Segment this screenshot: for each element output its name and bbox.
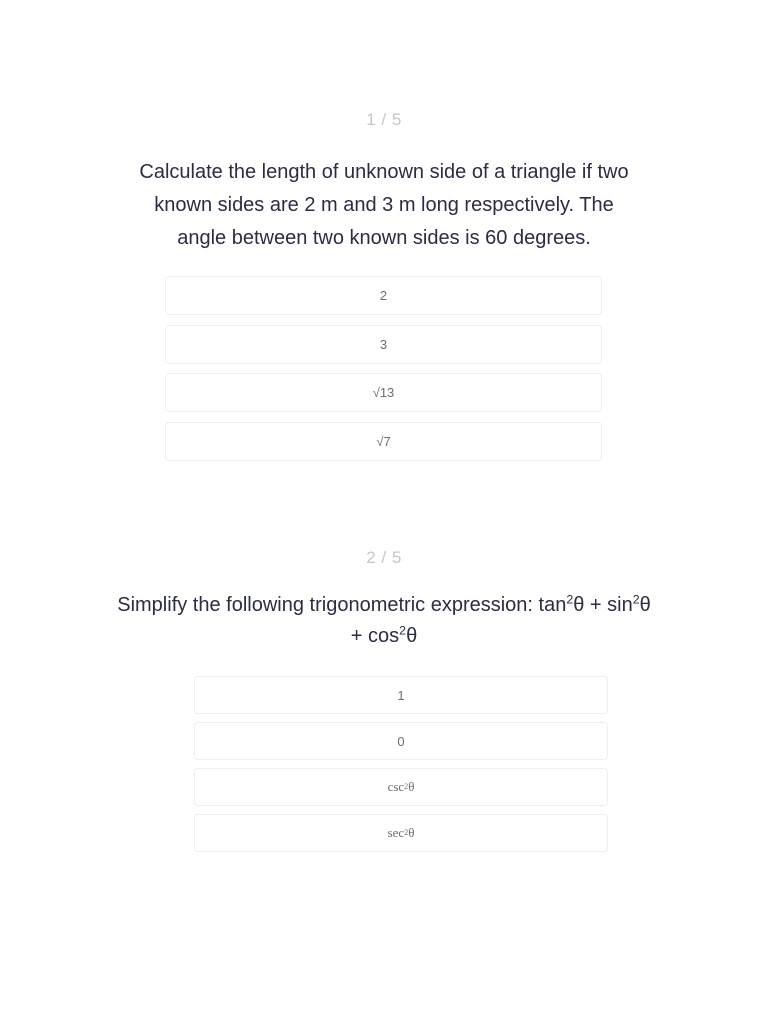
option-label: 0 bbox=[397, 733, 405, 749]
answer-option[interactable] bbox=[194, 676, 608, 714]
option-label: sec bbox=[387, 825, 405, 840]
superscript: 2 bbox=[632, 592, 640, 607]
answer-option[interactable] bbox=[194, 722, 608, 760]
question-counter: 1 / 5 bbox=[366, 110, 402, 129]
question-text-part: θ bbox=[406, 625, 418, 647]
superscript: 2 bbox=[566, 592, 574, 607]
answer-option[interactable]: √13 bbox=[165, 373, 602, 412]
option-label: 1 bbox=[397, 687, 405, 703]
answer-option[interactable]: √7 bbox=[165, 422, 602, 461]
superscript: 2 bbox=[399, 623, 407, 638]
answer-options bbox=[165, 276, 602, 470]
question-text bbox=[0, 590, 768, 652]
answer-options bbox=[194, 676, 608, 860]
option-label: csc bbox=[387, 779, 405, 794]
answer-option[interactable]: csc 2 θ bbox=[194, 768, 608, 806]
question-text-part: θ + cos bbox=[350, 594, 651, 647]
answer-option[interactable]: 2 bbox=[165, 276, 602, 315]
question-text-part: Simplify the following trigonometric expression: tan bbox=[117, 594, 567, 616]
answer-option[interactable]: 3 bbox=[165, 325, 602, 364]
question-text-part: θ + sin bbox=[573, 594, 633, 616]
option-label-tail: θ bbox=[408, 825, 415, 840]
answer-option[interactable]: sec 2 θ bbox=[194, 814, 608, 852]
question-counter: 2 / 5 bbox=[366, 548, 402, 567]
option-label-tail: θ bbox=[408, 779, 415, 794]
question-2 bbox=[0, 546, 768, 840]
question-1 bbox=[0, 108, 768, 449]
question-text: Calculate the length of unknown side of a triangle if two known sides are 2 m and 3 m long respectively. The angle between two known sides is 60 degrees. bbox=[139, 161, 629, 249]
